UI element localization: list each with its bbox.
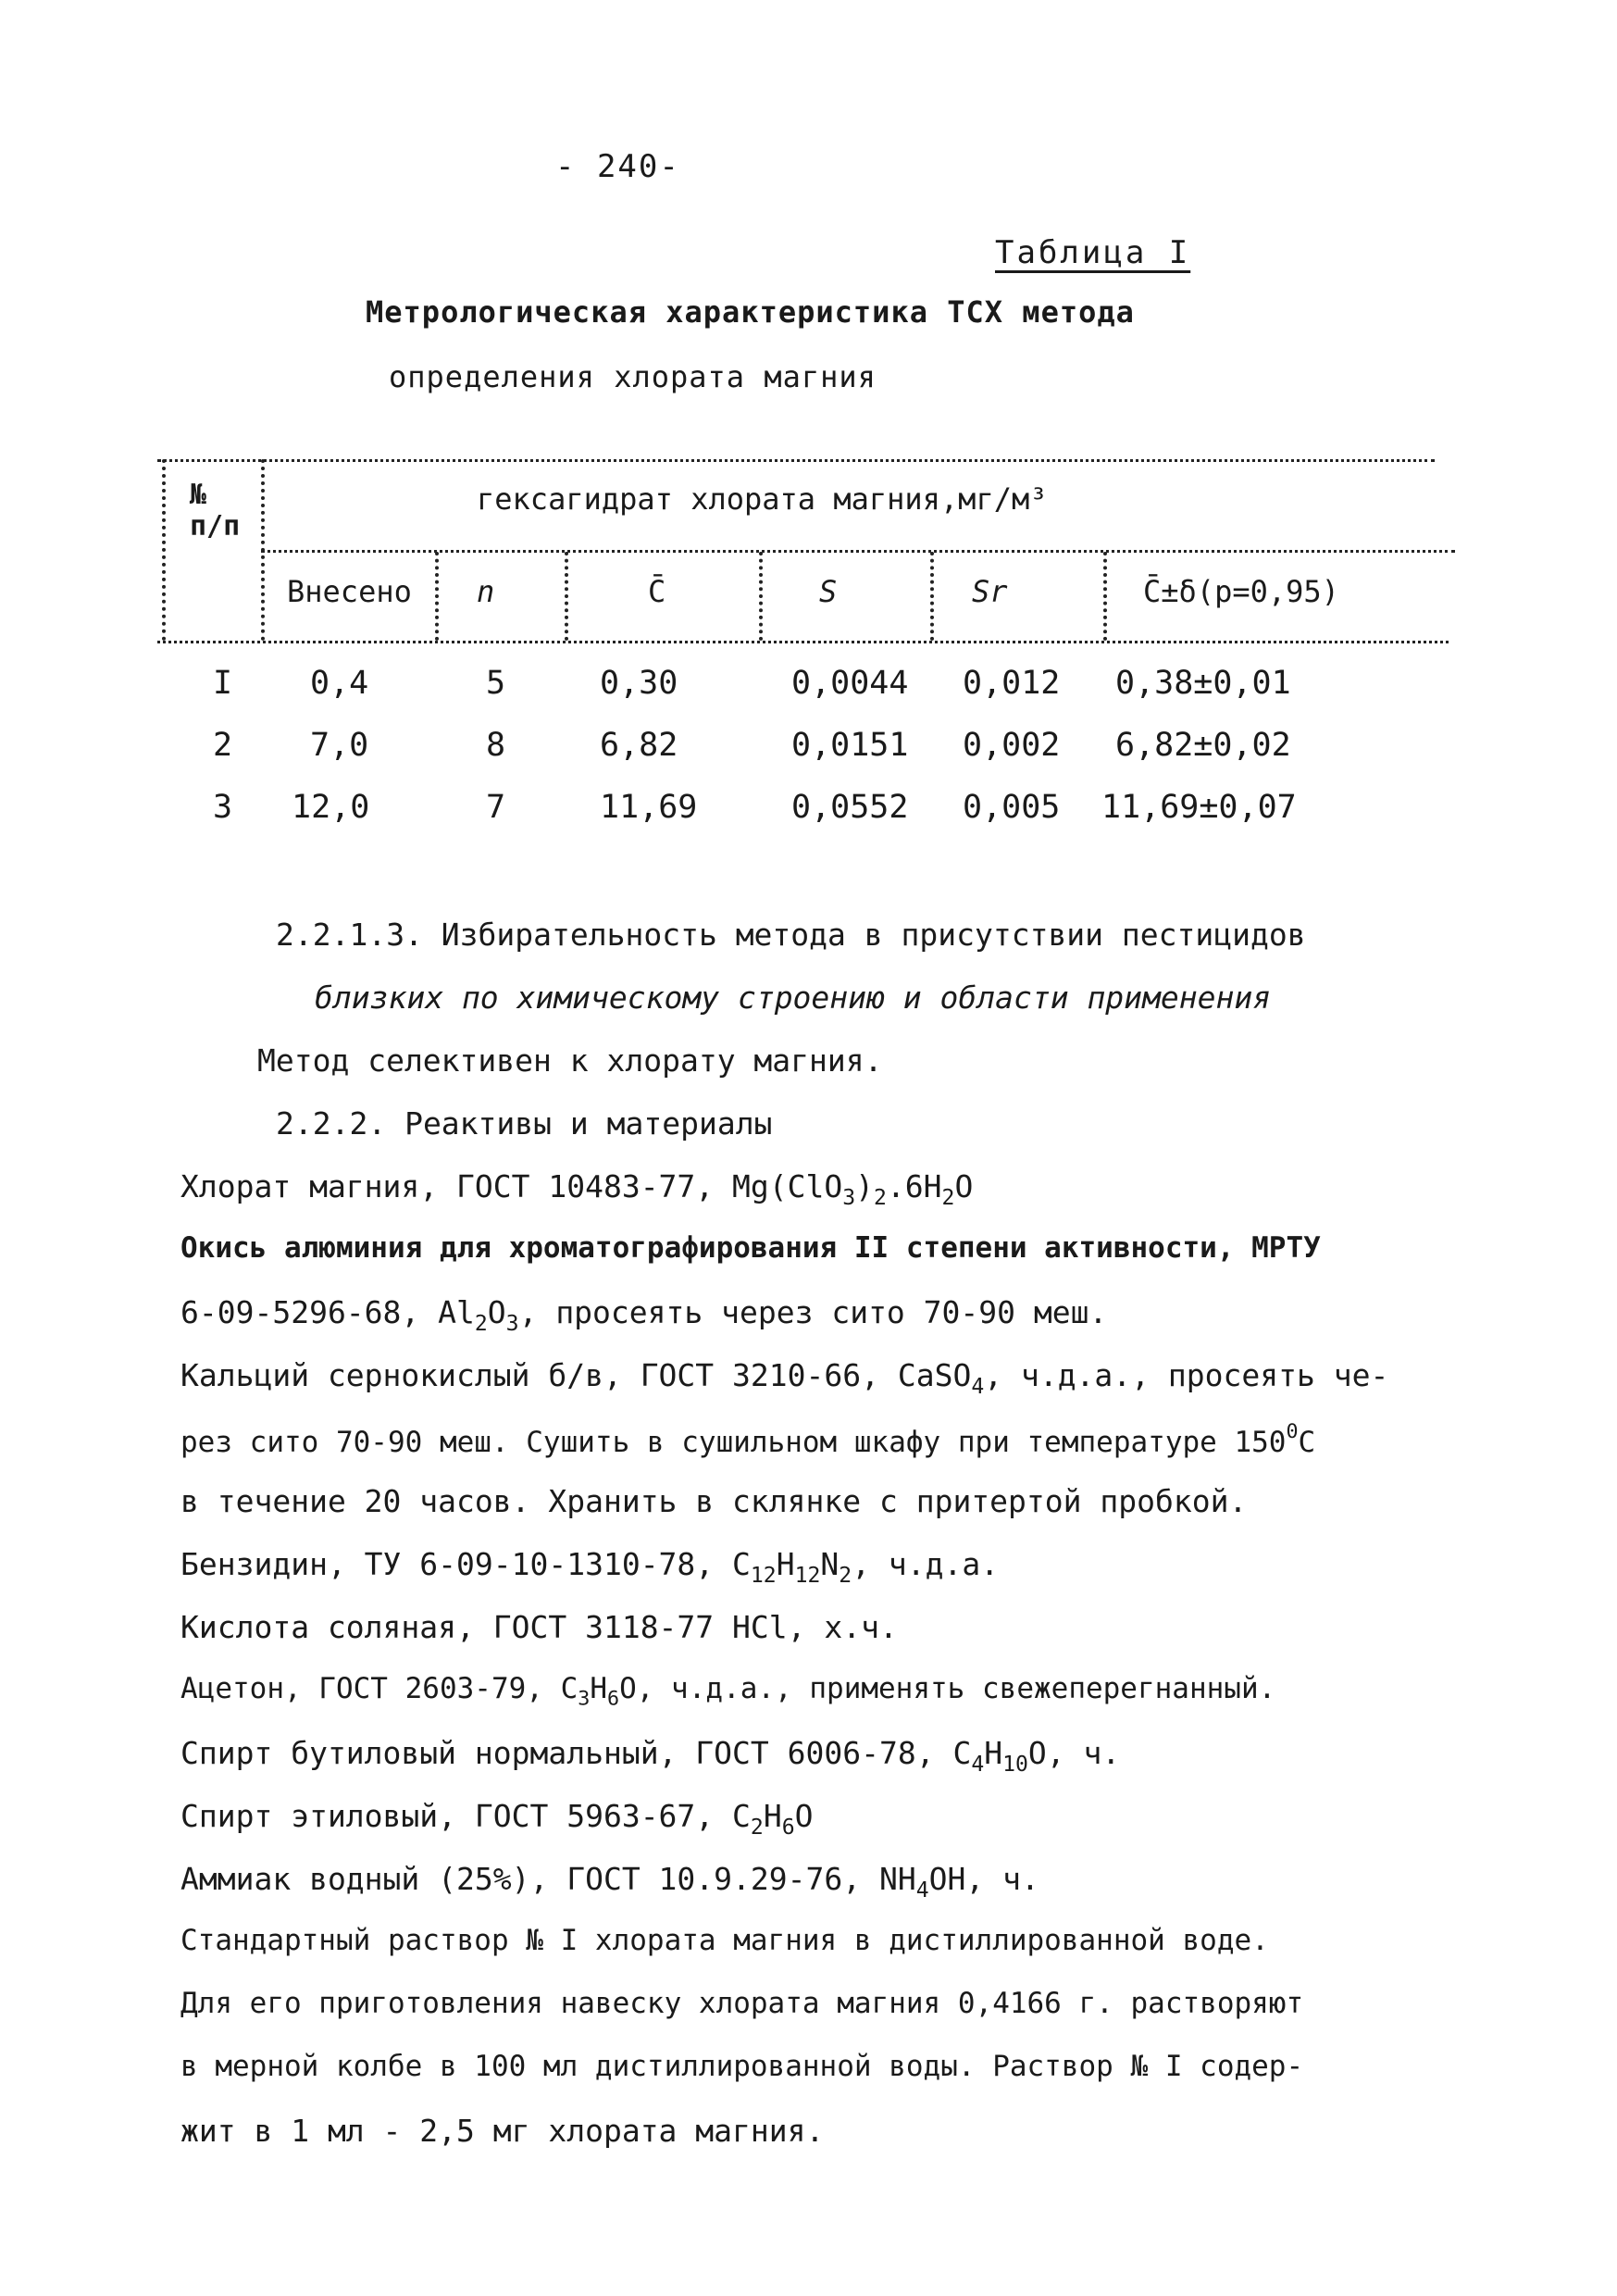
table-cell: 0,0552 (791, 789, 909, 826)
paragraph-line: близких по химическому строению и области применения (315, 980, 1272, 1016)
table-col-separator (565, 552, 568, 641)
reagent-line: Для его приготовления навеску хлората магния 0,4166 г. растворяют (180, 1987, 1304, 2020)
table-title: Таблица I (995, 234, 1191, 271)
reagent-line: Аммиак водный (25%), ГОСТ 10.9.29-76, $NH_4OH$, ч. (180, 1861, 1039, 1903)
table-cell: 8 (486, 727, 506, 764)
table-cell: 0,005 (963, 789, 1061, 826)
col-header-added: Внесено (287, 574, 412, 609)
table-cell: 7 (486, 789, 506, 826)
col-header-n: n (477, 574, 495, 609)
reagent-line: рез сито 70-90 меш. Сушить в сушильном шкафу при температуре $150^0C$ (180, 1420, 1316, 1460)
reagent-line: Стандартный раствор № I хлората магния в дистиллированной воде. (180, 1924, 1269, 1957)
table-caption-line1: Метрологическая характеристика ТСХ метода (366, 294, 1135, 330)
table-col-separator (930, 552, 934, 641)
page-number: - 240- (555, 148, 680, 185)
section-heading: 2.2.2. Реактивы и материалы (276, 1105, 773, 1142)
table-cell: 6,82±0,02 (1115, 727, 1291, 764)
table-cell: I (213, 665, 233, 702)
reagent-line: Ацетон, ГОСТ 2603-79, $C_3H_6O$, ч.д.а., применять свежеперегнанный. (180, 1672, 1276, 1711)
table-cell: 5 (486, 665, 506, 702)
col-header-s: S (819, 574, 838, 609)
reagent-line: в мерной колбе в 100 мл дистиллированной воды. Раствор № I содер- (180, 2050, 1304, 2083)
reagent-line: в течение 20 часов. Хранить в склянке с притертой пробкой. (180, 1483, 1248, 1519)
col-group-header: гексагидрат хлората магния,мг/м³ (477, 481, 1048, 517)
table-header-bottom-rule (157, 641, 1449, 643)
table-cell: 11,69 (600, 789, 698, 826)
table-col-separator (1103, 552, 1107, 641)
reagent-line: Бензидин, ТУ 6-09-10-1310-78, $C_{12}H_{12}N_2$, ч.д.а. (180, 1546, 1000, 1589)
table-cell: 0,002 (963, 727, 1061, 764)
table-top-rule (157, 459, 1435, 462)
col-header-mean: C̄ (648, 574, 666, 609)
table-cell: 0,012 (963, 665, 1061, 702)
reagent-line: Спирт бутиловый нормальный, ГОСТ 6006-78, $C_4H_{10}O$, ч. (180, 1735, 1121, 1778)
table-cell: 12,0 (292, 789, 370, 826)
reagent-line: Спирт этиловый, ГОСТ 5963-67, $C_2H_6O$ (180, 1798, 814, 1841)
table-cell: 0,30 (600, 665, 678, 702)
col-header-interval: C̄±δ(p=0,95) (1143, 574, 1339, 609)
table-cell: 6,82 (600, 727, 678, 764)
reagent-line: 6-09-5296-68, $Al_2O_3$, просеять через сито 70-90 меш. (180, 1294, 1108, 1337)
reagent-line: жит в 1 мл - 2,5 мг хлората магния. (180, 2113, 825, 2149)
table-col-separator (435, 552, 439, 641)
table-cell: 7,0 (310, 727, 369, 764)
table-col-separator (759, 552, 763, 641)
table-cell: 0,0044 (791, 665, 909, 702)
table-col-separator (261, 459, 265, 641)
reagent-line: Кальций сернокислый б/в, ГОСТ 3210-66, CaSO$_4$, ч.д.а., просеять че- (180, 1357, 1389, 1400)
col-header-number: № п/п (190, 479, 241, 543)
table-cell: 0,38±0,01 (1115, 665, 1291, 702)
table-cell: 2 (213, 727, 233, 764)
reagent-line: Хлорат магния, ГОСТ 10483-77, $Mg(ClO_3)_2.6H_2O$ (180, 1168, 974, 1211)
table-caption-line2: определения хлората магния (389, 359, 877, 394)
reagent-line: Окись алюминия для хроматографирования II степени активности, МРТУ (180, 1231, 1321, 1265)
table-group-rule (261, 550, 1455, 553)
reagent-line: Кислота соляная, ГОСТ 3118-77 HCl, х.ч. (180, 1609, 898, 1645)
table-left-border (162, 459, 166, 641)
table-cell: 0,0151 (791, 727, 909, 764)
table-cell: 11,69±0,07 (1101, 789, 1297, 826)
section-heading: 2.2.1.3. Избирательность метода в присутствии пестицидов (276, 917, 1306, 953)
paragraph-line: Метод селективен к хлорату магния. (257, 1042, 883, 1079)
table-cell: 0,4 (310, 665, 369, 702)
table-cell: 3 (213, 789, 233, 826)
col-header-sr: Sr (972, 574, 1008, 609)
